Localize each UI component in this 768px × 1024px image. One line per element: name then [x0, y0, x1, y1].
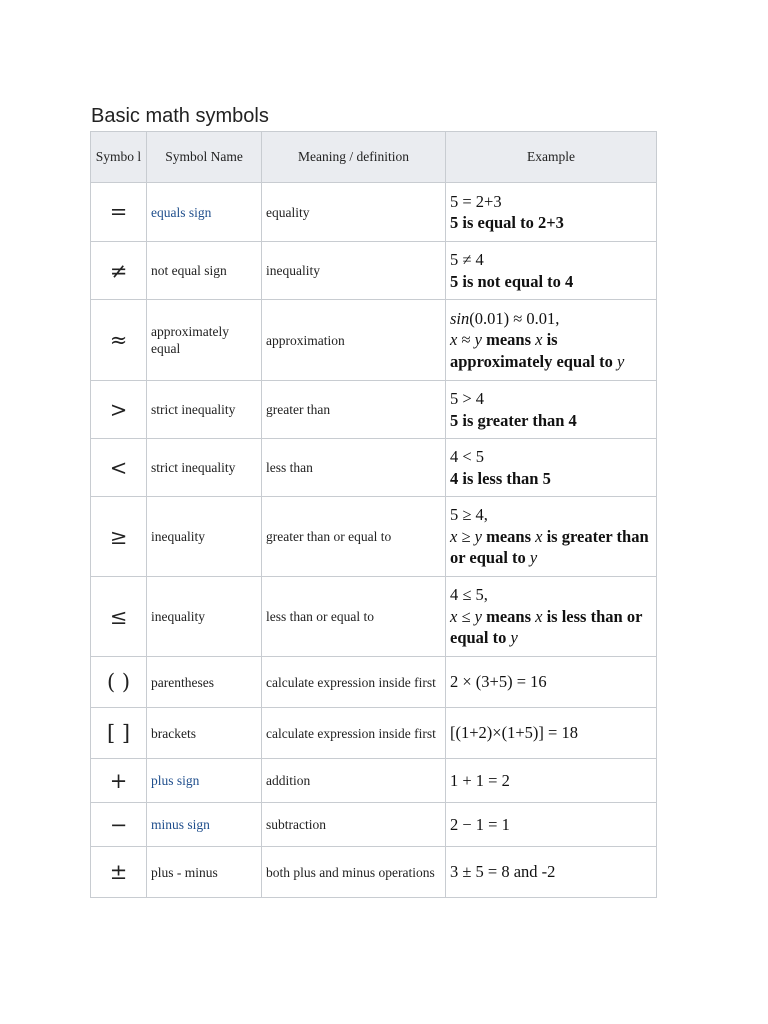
plus-sign-link[interactable]: plus sign [147, 759, 262, 803]
meaning-cell: calculate expression inside first [262, 708, 446, 759]
header-symbol: Symbo l [91, 132, 147, 183]
minus-sign-link[interactable]: minus sign [147, 803, 262, 847]
meaning-cell: calculate expression inside first [262, 657, 446, 708]
example-cell [446, 439, 657, 497]
symbol-name-cell: strict inequality [147, 439, 262, 497]
table-row [91, 657, 657, 708]
example-line: 5 = 2+3 [450, 191, 502, 211]
example-cell [446, 847, 657, 898]
table-row [91, 183, 657, 242]
example-line: x ≥ y means x is greater than or equal to y [450, 526, 649, 568]
sin-function: sin [450, 308, 470, 328]
example-line: x ≤ y means x is less than or equal to y [450, 606, 643, 648]
example-line: 5 > 4 [450, 389, 485, 408]
meaning-cell: less than [262, 439, 446, 497]
example-line: 2 − 1 = 1 [450, 814, 510, 834]
example-line: 3 ± 5 = 8 and -2 [450, 862, 556, 882]
table-row [91, 242, 657, 300]
table-row [91, 803, 657, 847]
example-line: 5 is equal to 2+3 [450, 213, 564, 232]
math-symbols-table [90, 131, 657, 898]
example-cell [446, 300, 657, 381]
example-line: approximately equal to y [450, 351, 625, 371]
example-cell [446, 183, 657, 242]
example-line: x ≈ y means x is [450, 330, 558, 350]
example-cell [446, 242, 657, 300]
meaning-cell: greater than or equal to [262, 497, 446, 577]
example-line: [(1+2)×(1+5)] = 18 [450, 723, 578, 743]
example-line: 5 ≥ 4, [450, 505, 488, 525]
meaning-cell: equality [262, 183, 446, 242]
symbol-cell: ± [91, 847, 147, 898]
header-symbol-name: Symbol Name [147, 132, 262, 183]
meaning-cell: greater than [262, 381, 446, 439]
example-line: 1 + 1 = 2 [450, 770, 510, 790]
symbol-cell: − [91, 803, 147, 847]
example-cell [446, 577, 657, 657]
symbol-cell: ≤ [91, 577, 147, 657]
table-row [91, 381, 657, 439]
example-line: 2 × (3+5) = 16 [450, 672, 547, 692]
symbol-cell: [ ] [91, 708, 147, 759]
example-cell [446, 803, 657, 847]
meaning-cell: subtraction [262, 803, 446, 847]
header-meaning: Meaning / definition [262, 132, 446, 183]
symbol-cell: + [91, 759, 147, 803]
example-cell [446, 759, 657, 803]
example-line: 4 is less than 5 [450, 468, 551, 488]
table-row [91, 300, 657, 381]
symbol-cell: < [91, 439, 147, 497]
table-header-row [91, 132, 657, 183]
symbol-name-cell: strict inequality [147, 381, 262, 439]
example-line: 4 ≤ 5, [450, 585, 488, 605]
table-row [91, 759, 657, 803]
symbol-cell: = [91, 183, 147, 242]
example-cell [446, 497, 657, 577]
symbol-name-cell: approximately equal [147, 300, 262, 381]
equals-sign-link[interactable]: equals sign [147, 183, 262, 242]
meaning-cell: both plus and minus operations [262, 847, 446, 898]
meaning-cell: approximation [262, 300, 446, 381]
symbol-cell: ≥ [91, 497, 147, 577]
table-row [91, 708, 657, 759]
symbol-cell: ≈ [91, 300, 147, 381]
example-line: 5 is not equal to 4 [450, 271, 574, 291]
example-line: 5 ≠ 4 [450, 250, 484, 269]
header-example: Example [446, 132, 657, 183]
symbol-name-cell: not equal sign [147, 242, 262, 300]
example-line: 4 < 5 [450, 447, 485, 466]
meaning-cell: addition [262, 759, 446, 803]
example-cell [446, 381, 657, 439]
meaning-cell: inequality [262, 242, 446, 300]
symbol-name-cell: brackets [147, 708, 262, 759]
table-row [91, 847, 657, 898]
symbol-cell: ( ) [91, 657, 147, 708]
example-line: sin(0.01) ≈ 0.01, [450, 308, 560, 328]
example-cell [446, 708, 657, 759]
example-cell [446, 657, 657, 708]
symbol-name-cell: inequality [147, 497, 262, 577]
example-line: 5 is greater than 4 [450, 410, 577, 430]
meaning-cell: less than or equal to [262, 577, 446, 657]
table-row [91, 577, 657, 657]
symbol-cell: > [91, 381, 147, 439]
page-title: Basic math symbols [91, 105, 269, 127]
table-row [91, 439, 657, 497]
table-row [91, 497, 657, 577]
symbol-name-cell: plus - minus [147, 847, 262, 898]
symbol-name-cell: inequality [147, 577, 262, 657]
symbol-name-cell: parentheses [147, 657, 262, 708]
symbol-cell: ≠ [91, 242, 147, 300]
